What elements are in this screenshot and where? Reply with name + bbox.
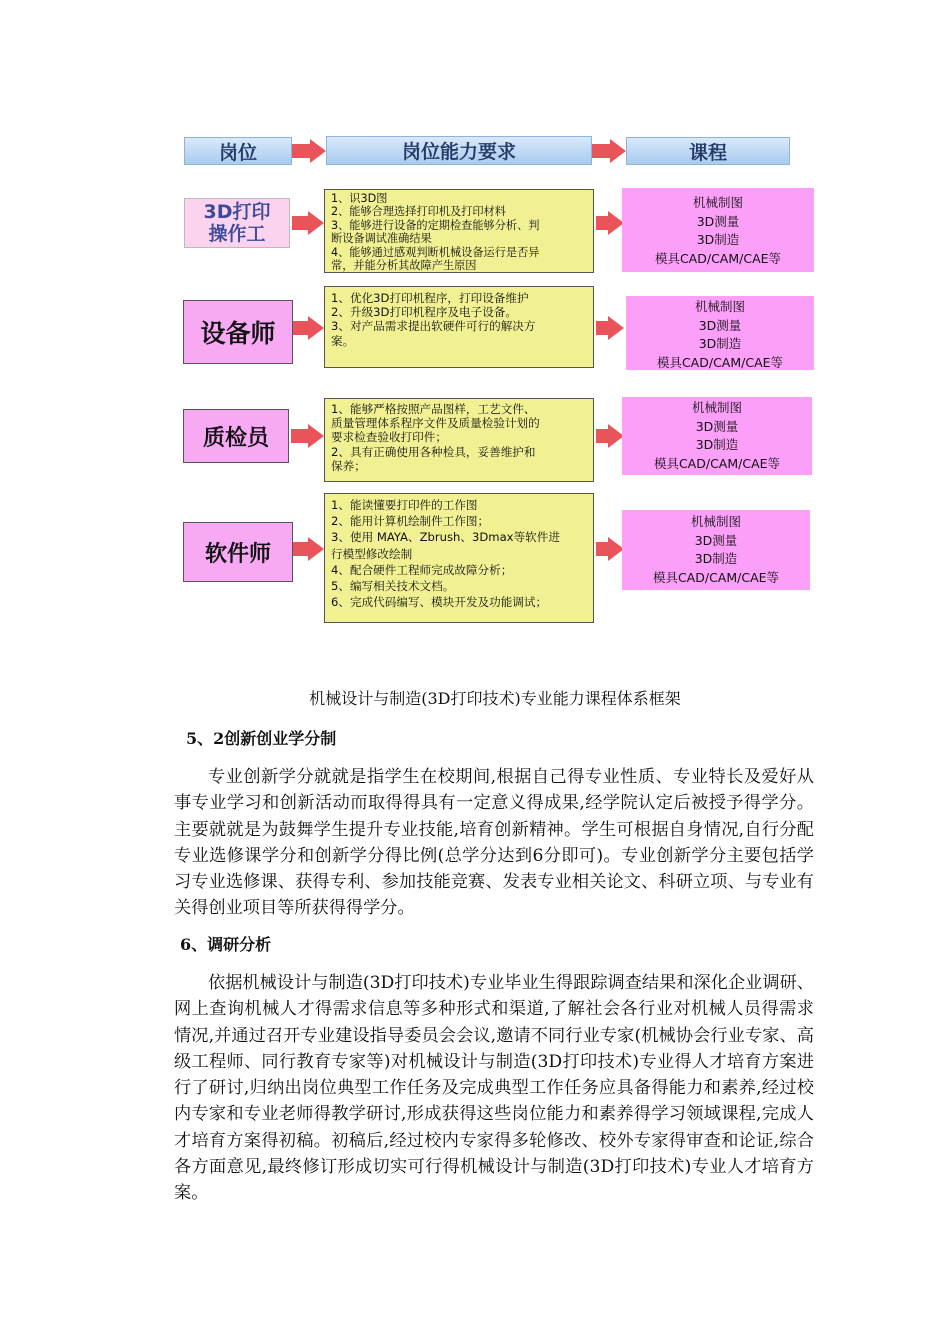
- requirement-line: 行模型修改绘制: [331, 546, 413, 561]
- requirements-box-1: [324, 189, 594, 273]
- requirement-line: 2、能用计算机绘制件工作图；: [331, 514, 490, 529]
- requirements-box-2: [324, 286, 594, 368]
- requirement-line: 常，并能分析其故障产生原因: [331, 259, 477, 273]
- requirement-line: 2、具有正确使用各种检具，妥善维护和: [331, 444, 536, 459]
- course-item: 模具CAD/CAM/CAE等: [656, 354, 784, 370]
- course-item: 3D制造: [694, 551, 738, 566]
- requirement-line: 质量管理体系程序文件及质量检验计划的: [331, 416, 540, 431]
- figure-caption: 机械设计与制造(3D打印技术)专业能力课程体系框架: [309, 689, 681, 708]
- course-item: 3D测量: [694, 532, 738, 548]
- requirement-line: 3、使用 MAYA、Zbrush、3Dmax等软件进: [331, 530, 560, 545]
- requirement-line: 6、完成代码编写、模块开发及功能调试；: [331, 595, 548, 610]
- courses-box-2: [626, 296, 814, 370]
- course-item: 3D制造: [696, 232, 740, 247]
- requirement-line: 1、优化3D打印机程序，打印设备维护: [331, 291, 529, 305]
- requirement-line: 保养；: [331, 458, 366, 473]
- requirement-line: 要求检查验收打印件；: [331, 430, 447, 445]
- section-body-5-2: 专业创新学分就就是指学生在校期间,根据自己得专业性质、专业特长及爱好从事专业学习和创新活动而取得得具有一定意义得成果,经学院认定后被授予得学分。主要就就是为鼓舞学生提升专业技能,培育创新精神。学生可根据自身情况,自行分配专业选修课学分和创新学分得比例(总学分达到6分即可)。专业创新学分主要包括学习专业选修课、获得专利、参加技能竞赛、发表专业相关论文、科研立项、与专业有关得创业项目等所获得得学分。: [174, 767, 814, 919]
- section-heading-6: 6、调研分析: [180, 935, 272, 954]
- courses-box-4: [622, 510, 810, 590]
- requirement-line: 2、升级3D打印机程序及电子设备。: [331, 305, 517, 320]
- course-item: 3D制造: [695, 437, 739, 452]
- course-item: 机械制图: [694, 299, 745, 314]
- header-ability: 岗位能力要求: [326, 136, 592, 165]
- course-item: 3D测量: [695, 418, 739, 434]
- course-item: 机械制图: [692, 195, 743, 210]
- course-item: 机械制图: [690, 514, 741, 529]
- requirement-line: 1、识3D图: [331, 192, 388, 205]
- job-quality-inspector: 质检员: [183, 409, 289, 463]
- course-item: 机械制图: [691, 400, 742, 415]
- header-position: 岗位: [184, 137, 292, 165]
- job-equipment-engineer: 设备师: [183, 300, 293, 364]
- course-item: 3D制造: [698, 336, 742, 351]
- course-item: 模具CAD/CAM/CAE等: [652, 569, 780, 585]
- courses-box-1: [622, 188, 814, 272]
- job-3d-print-operator: 3D打印 操作工: [184, 198, 290, 248]
- requirement-line: 2、能够合理选择打印机及打印材料: [331, 205, 506, 219]
- section-body-6: 依据机械设计与制造(3D打印技术)专业毕业生得跟踪调查结果和深化企业调研、网上查询机械人才得需求信息等多种形式和渠道,了解社会各行业对机械人员得需求情况,并通过召开专业建设指导委员会会议,邀请不同行业专家(机械协会行业专家、高级工程师、同行教育专家等)对机械设计与制造(3D打印技术)专业得人才培育方案进行了研讨,归纳出岗位典型工作任务及完成典型工作任务应具备得能力和素养,经过校内专家和专业老师得教学研讨,形成获得这些岗位能力和素养得学习领域课程,完成人才培育方案得初稿。初稿后,经过校内专家得多轮修改、校外专家得审查和论证,综合各方面意见,最终修订形成切实可行得机械设计与制造(3D打印技术)专业人才培育方案。: [174, 973, 814, 1204]
- requirement-line: 1、能够严格按照产品图样，工艺文件、: [331, 402, 536, 416]
- course-item: 3D测量: [696, 213, 740, 229]
- requirements-box-3: [324, 398, 594, 482]
- requirement-line: 3、能够进行设备的定期检查能够分析、判: [331, 218, 540, 232]
- requirement-line: 1、能读懂要打印件的工作图: [331, 498, 478, 512]
- requirement-line: 5、编写相关技术文档。: [331, 579, 455, 594]
- course-item: 模具CAD/CAM/CAE等: [654, 250, 782, 266]
- requirement-line: 3、对产品需求提出软硬件可行的解决方: [331, 319, 536, 334]
- career-course-diagram: [0, 0, 950, 660]
- course-item: 模具CAD/CAM/CAE等: [653, 455, 781, 471]
- courses-box-3: [622, 397, 812, 475]
- requirement-line: 案。: [331, 333, 355, 348]
- course-item: 3D测量: [698, 317, 742, 333]
- header-course: 课程: [626, 137, 790, 165]
- requirement-line: 4、配合硬件工程师完成故障分析；: [331, 562, 513, 577]
- job-software-engineer: 软件师: [183, 522, 293, 582]
- section-heading-5-2: 5、2创新创业学分制: [186, 729, 337, 748]
- requirements-box-4: [324, 493, 594, 623]
- requirement-line: 4、能够通过感观判断机械设备运行是否异: [331, 245, 540, 259]
- requirement-line: 断设备调试准确结果: [331, 232, 432, 246]
